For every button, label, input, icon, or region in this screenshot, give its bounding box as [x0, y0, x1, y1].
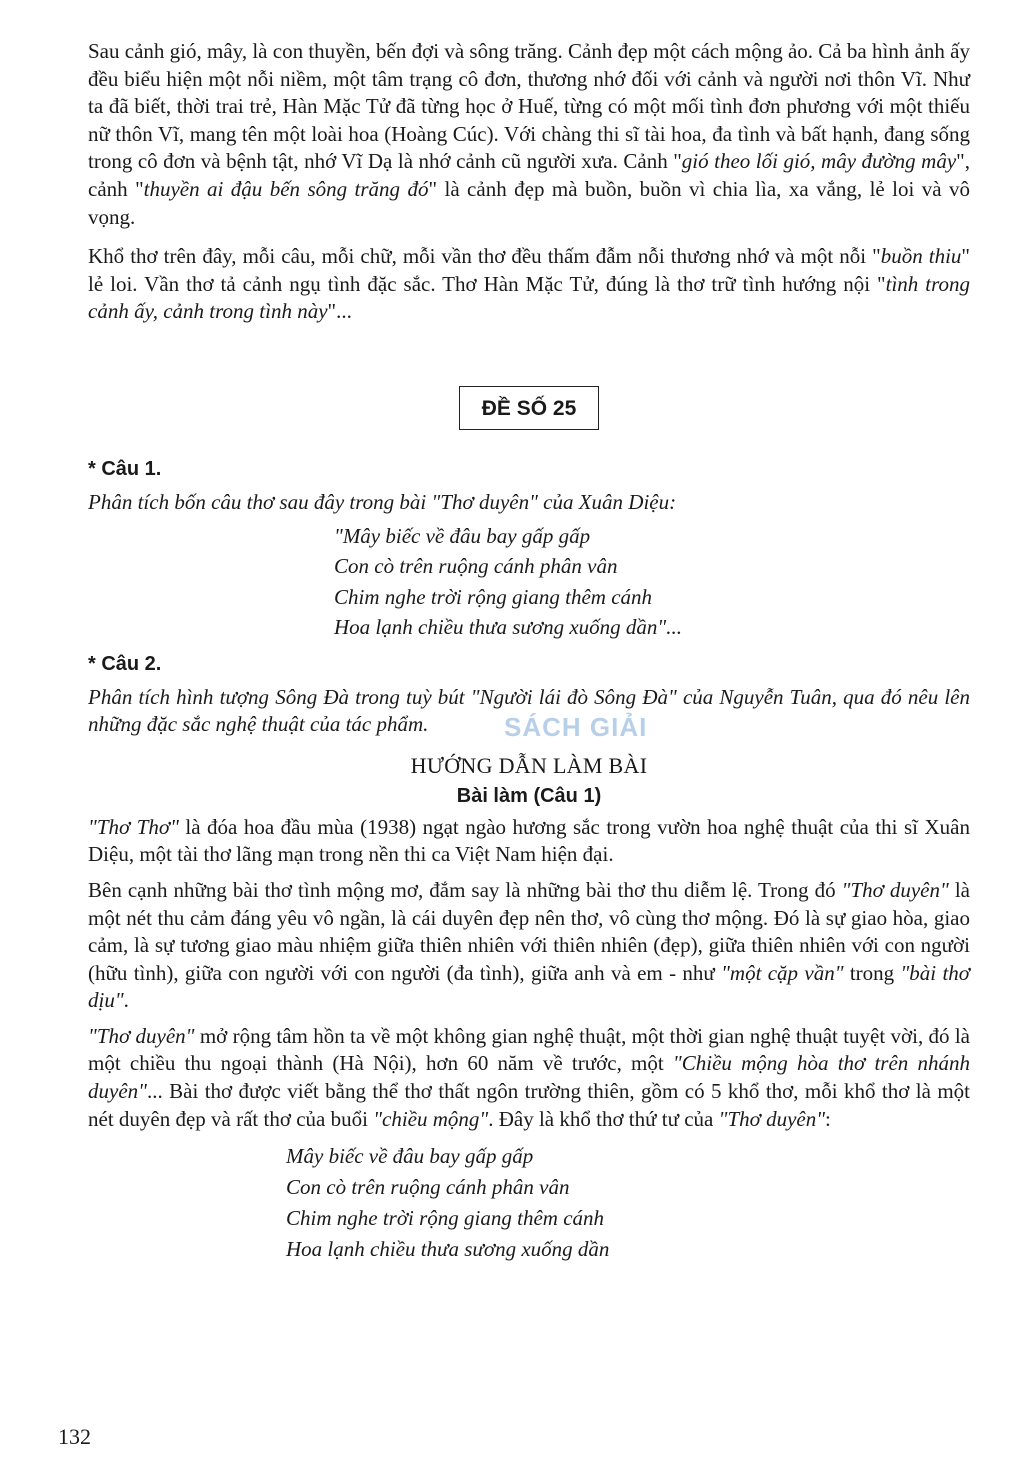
question-1-text: Phân tích bốn câu thơ sau đây trong bài "Thơ duyên" của Xuân Diệu:	[88, 489, 677, 514]
question-1-heading: * Câu 1.	[88, 457, 162, 480]
text-span: " lẻ loi. Vần thơ tả cảnh ngụ tình đặc sắc. Thơ Hàn Mặc Tử, đúng là thơ trữ tình hướng nội "	[88, 244, 970, 296]
exam-title-wrap	[88, 386, 970, 430]
poem-line: Hoa lạnh chiều thưa sương xuống dần"...	[334, 615, 682, 640]
quote-italic: "Thơ duyên"	[718, 1106, 826, 1131]
quote-italic: "Chiều mộng hòa thơ trên nhánh duyên"	[88, 1051, 971, 1104]
poem-line: Mây biếc về đâu bay gấp gấp	[286, 1144, 534, 1169]
watermark-logo: SÁCH GIẢI	[504, 712, 648, 742]
text-span: :	[825, 1106, 831, 1131]
text-span: mở rộng tâm hồn ta về một không gian nghệ thuật, một thời gian nghệ thuật tuyệt vời, đó là một chiều thu ngoại thành (Hà Nội), hơn 60 năm về trước, một	[88, 1023, 970, 1076]
poem-line: Chim nghe trời rộng giang thêm cánh	[286, 1206, 605, 1231]
text-span: Bên cạnh những bài thơ tình mộng mơ, đắm say là những bài thơ thu diễm lệ. Trong đó	[88, 877, 842, 902]
question-2-heading: * Câu 2.	[88, 652, 162, 675]
intro-paragraph-2	[88, 243, 970, 326]
guide-heading: HƯỚNG DẪN LÀM BÀI	[410, 752, 648, 778]
answer-paragraph-2	[88, 877, 970, 1015]
page-number: 132	[58, 1424, 91, 1449]
answer-paragraph-1	[88, 814, 970, 869]
quote-italic: "Thơ duyên"	[88, 1023, 195, 1048]
exam-title: ĐỀ SỐ 25	[459, 386, 600, 430]
text-span: ... Bài thơ được viết bằng thể thơ thất ngôn trường thiên, gồm có 5 khổ thơ, mỗi khổ thơ là một nét duyên đẹp và rất thơ của buổi	[88, 1079, 970, 1131]
quote-italic: "một cặp vần"	[721, 960, 844, 985]
text-span: Khổ thơ trên đây, mỗi câu, mỗi chữ, mỗi vần thơ đều thấm đẫm nỗi thương nhớ và một nỗi "	[88, 244, 881, 269]
answer-heading: Bài làm (Câu 1)	[456, 784, 602, 807]
poem-line: Chim nghe trời rộng giang thêm cánh	[334, 584, 653, 609]
question-1-poem	[334, 521, 970, 643]
quote-italic: tình trong cảnh ấy, cảnh trong tình này	[88, 271, 970, 324]
quote-italic: "chiều mộng"	[373, 1106, 489, 1131]
text-span: trong	[843, 960, 901, 985]
text-span: Sau cảnh gió, mây, là con thuyền, bến đợi và sông trăng. Cảnh đẹp một cách mộng ảo. Cả ba hình ảnh ấy đều biểu hiện một nỗi niềm, một tâm trạng cô đơn, thương nhớ đối với cảnh và người nơi thôn Vĩ. Như ta đã biết, thời trai trẻ, Hàn Mặc Tử đã từng học ở Huế, từng có một mối tình đơn phương với một thiếu nữ thôn Vĩ, mang tên một loài hoa (Hoàng Cúc). Với chàng thi sĩ tài hoa, đa tình và bất hạnh, đang sống trong cô đơn và bệnh tật, nhớ Vĩ Dạ là nhớ cảnh cũ người xưa. Cảnh "	[88, 39, 970, 174]
quote-italic: thuyền ai đậu bến sông trăng đó	[143, 176, 429, 201]
answer-paragraph-3	[88, 1023, 970, 1133]
text-span: là đóa hoa đầu mùa (1938) ngạt ngào hương sắc trong vườn hoa nghệ thuật của thi sĩ Xuân Diệu, một tài thơ lãng mạn trong nền thi ca Việt Nam hiện đại.	[88, 814, 970, 867]
poem-line: "Mây biếc về đâu bay gấp gấp	[334, 523, 591, 548]
poem-line: Con cò trên ruộng cánh phân vân	[286, 1175, 570, 1200]
quote-italic: gió theo lối gió, mây đường mây	[681, 149, 957, 174]
quote-italic: "Thơ Thơ"	[88, 814, 179, 839]
text-span: là một nét thu cảm đáng yêu vô ngần, là cái duyên đẹp nên thơ, vô cùng thơ mộng. Đó là sự giao hòa, giao cảm, là sự tương giao màu nhiệm giữa thiên nhiên với thiên nhiên (đẹp), giữa thiên nhiên với con người (hữu tình), giữa con người với con người (đa tình), giữa anh và em - như	[88, 877, 970, 985]
text-span: .	[123, 988, 129, 1013]
poem-line: Con cò trên ruộng cánh phân vân	[334, 554, 618, 579]
intro-paragraph-1	[88, 38, 970, 231]
quote-italic: "Thơ duyên"	[841, 877, 949, 902]
text-span: "...	[327, 299, 352, 324]
text-span: " là cảnh đẹp mà buồn, buồn vì chia lìa, xa vắng, lẻ loi và vô vọng.	[88, 176, 970, 229]
quote-italic: buồn thiu	[880, 244, 962, 269]
text-span: ", cảnh "	[88, 149, 970, 201]
answer-poem	[286, 1141, 970, 1265]
text-span: . Đây là khổ thơ thứ tư của	[488, 1106, 719, 1131]
quote-italic: "bài thơ dịu"	[88, 960, 970, 1013]
page-content	[88, 38, 970, 1265]
question-2-text: Phân tích hình tượng Sông Đà trong tuỳ bút "Người lái đò Sông Đà" của Nguyễn Tuân, qua đó nêu lên những đặc sắc nghệ thuật của tác phẩm.	[88, 684, 970, 737]
poem-line: Hoa lạnh chiều thưa sương xuống dần	[286, 1237, 610, 1262]
